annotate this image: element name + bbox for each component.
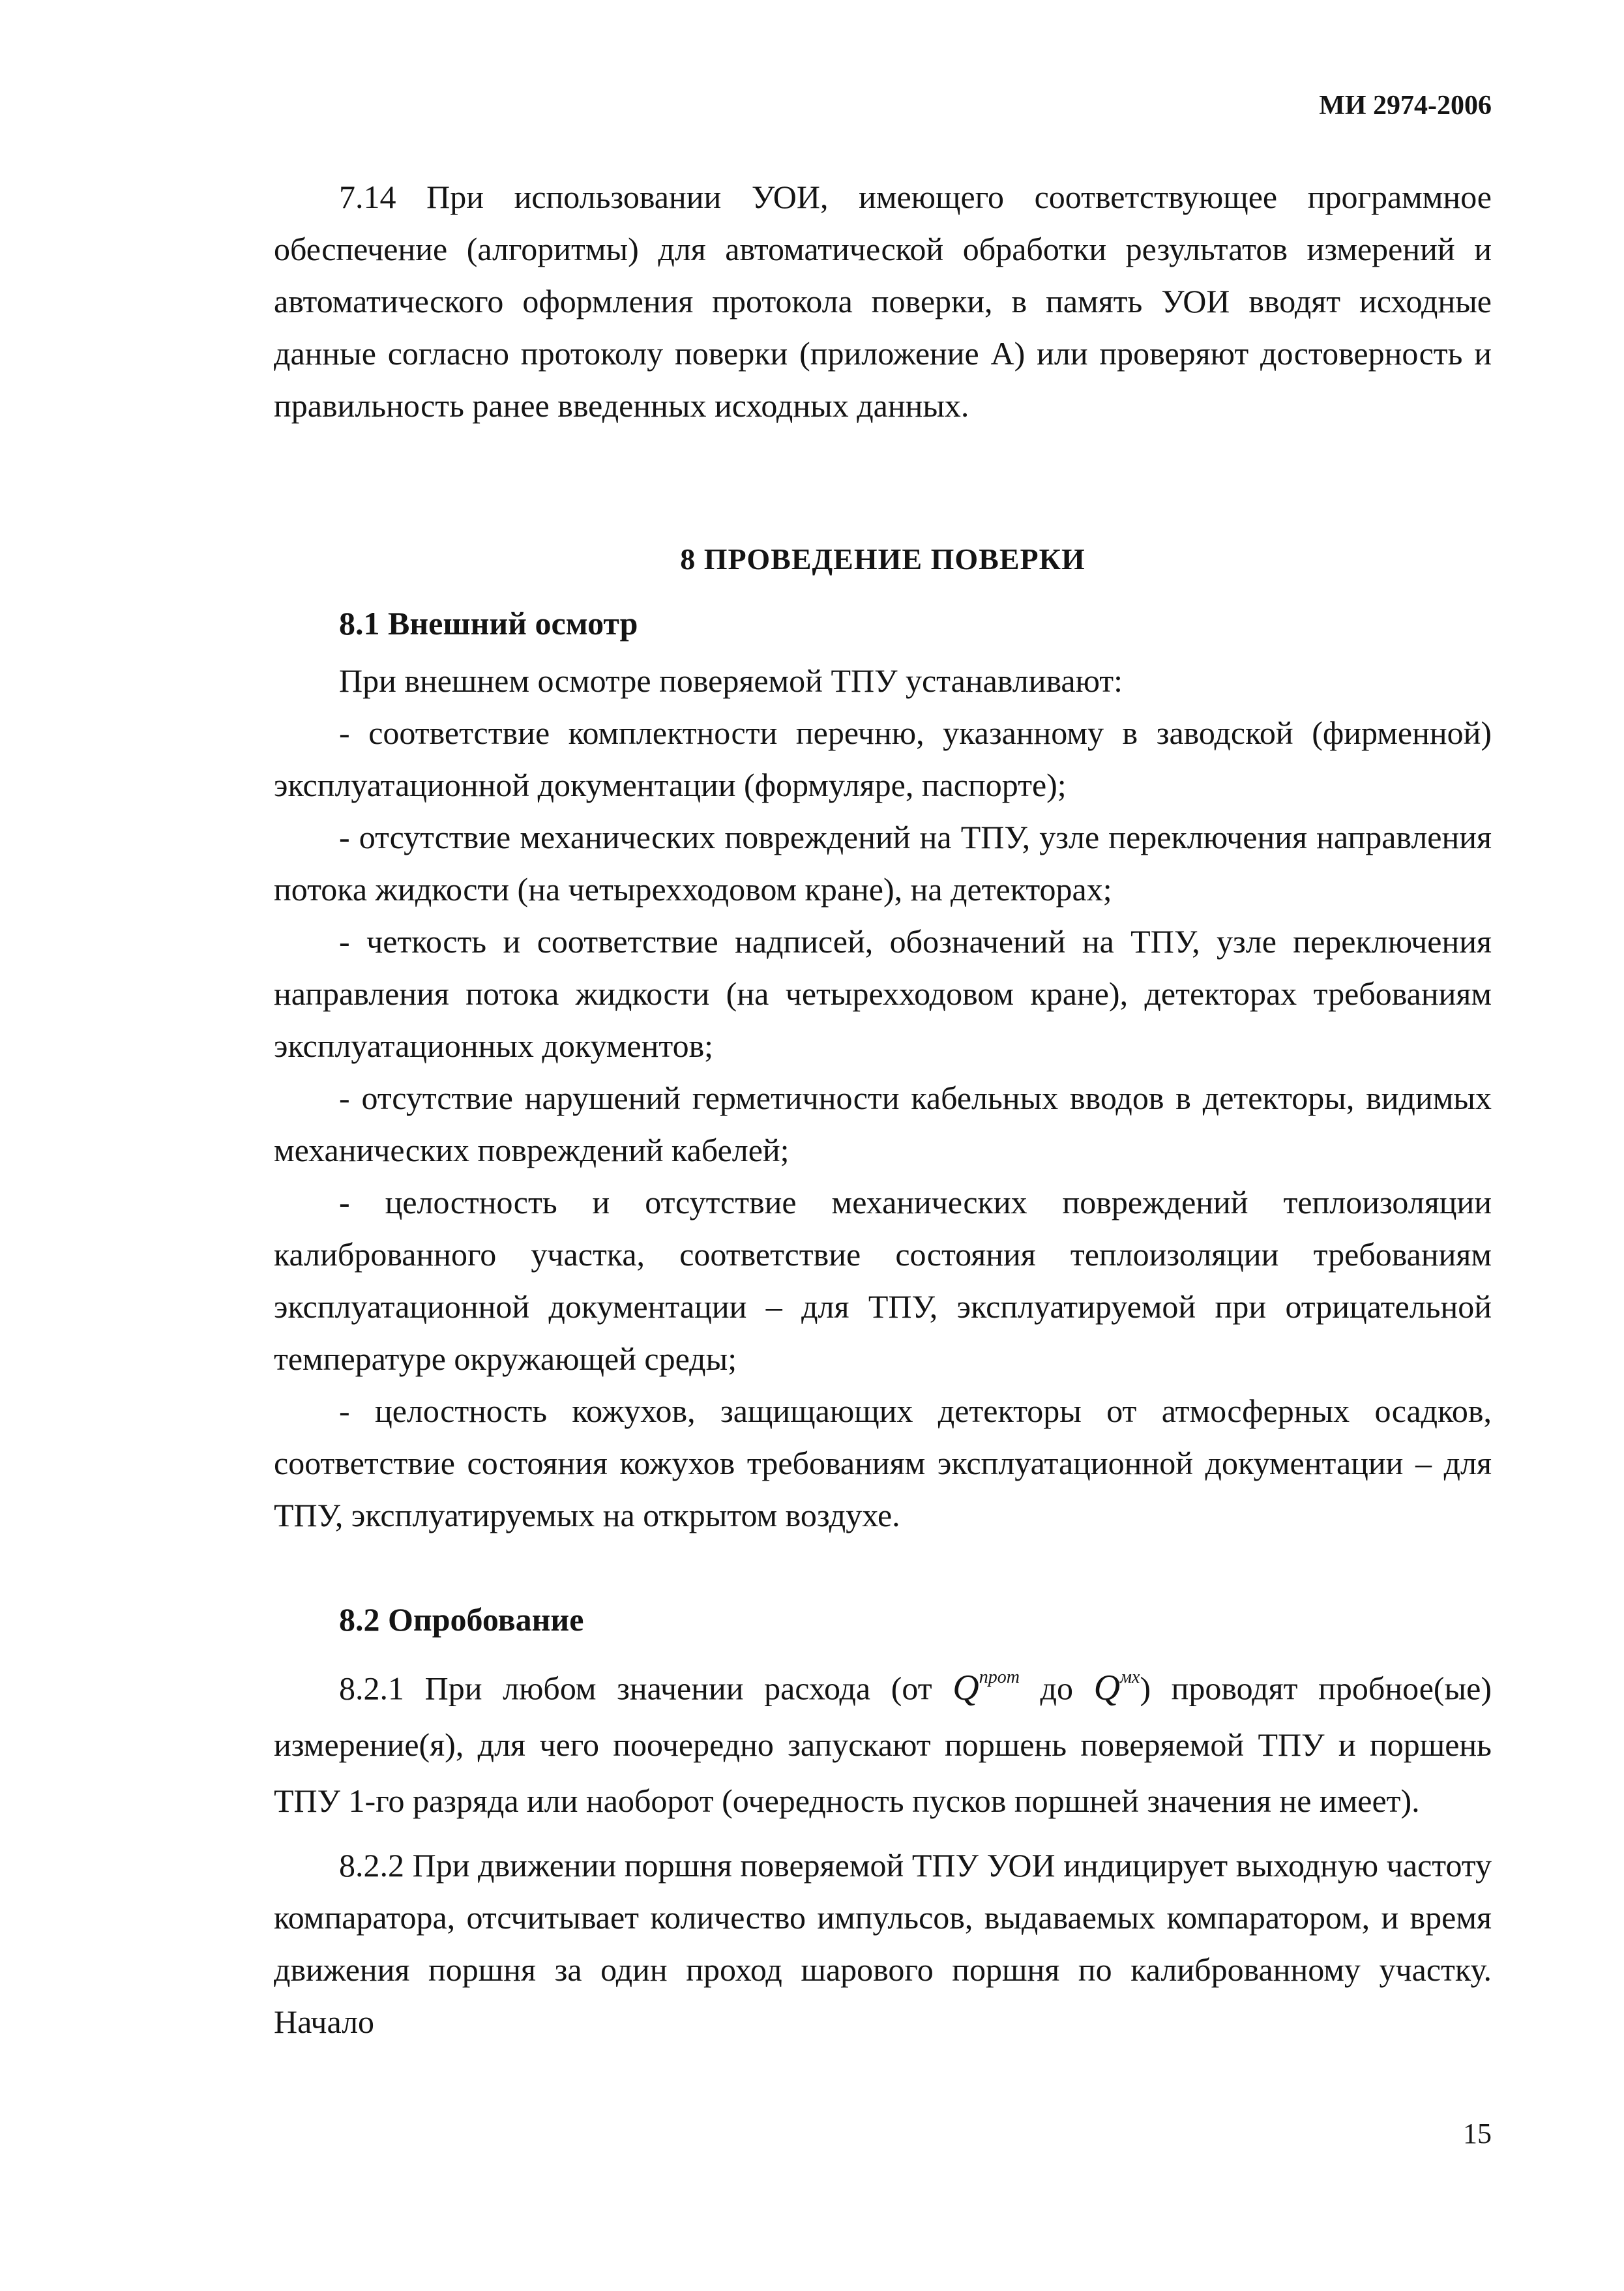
paragraph-8-2-2: 8.2.2 При движении поршня поверяемой ТПУ УОИ индицирует выходную частоту компаратора, отсчитывает количество импульсов, выдаваемых компаратором, и время движения поршня за один проход шарового поршня по калиброванному участку. Начало [274,1846,1492,2040]
flow-rate-min-symbol: $Q^{прот}$ [952,1667,1020,1708]
list-item: - отсутствие нарушений герметичности кабельных вводов в детекторы, видимых механических повреждений кабелей; [274,1080,1492,1168]
list-item: - отсутствие механических повреждений на ТПУ, узле переключения направления потока жидкости (на четырехходовом кране), на детекторах; [274,819,1492,908]
list-item: - целостность кожухов, защищающих детекторы от атмосферных осадков, соответствие состояния кожухов требованиям эксплуатационной документации – для ТПУ, эксплуатируемых на открытом воздухе. [274,1393,1492,1533]
section-title: 8 ПРОВЕДЕНИЕ ПОВЕРКИ [680,542,1085,576]
subsection-heading-8-2: 8.2 Опробование [339,1601,584,1638]
document-code: МИ 2974-2006 [1319,91,1492,121]
section-7-14 [274,171,1492,432]
section-8-1 [274,597,1492,1541]
flow-rate-min-superscript: прот [979,1667,1020,1687]
paragraph-8-2-1 [274,1653,1492,1829]
list-item: - соответствие комплектности перечню, указанному в заводской (фирменной) эксплуатационной документации (формуляре, паспорте); [274,715,1492,803]
paragraph-8-2-1-text-c: ) проводят пробное(ые) измерение(я), для чего поочередно запускают поршень поверяемой ТПУ и поршень ТПУ 1-го разряда или наоборот (очередность пусков поршней значения не имеет). [274,1670,1492,1819]
flow-rate-max-superscript: мх [1120,1667,1140,1687]
paragraph-8-2-1-text-b: до [1019,1670,1094,1707]
page-number: 15 [1463,2118,1492,2150]
flow-rate-max-symbol: $Q^{мх}$ [1093,1667,1140,1708]
section-8 [274,533,1492,585]
paragraph-8-1-intro: При внешнем осмотре поверяемой ТПУ устанавливают: [339,662,1123,699]
subsection-heading-8-1: 8.1 Внешний осмотр [339,605,638,642]
paragraph-7-14: 7.14 При использовании УОИ, имеющего соответствующее программное обеспечение (алгоритмы) для автоматической обработки результатов измерений и автоматического оформления протокола поверки, в память УОИ вводят исходные данные согласно протоколу поверки (приложение А) или проверяют достоверность и правильность ранее введенных исходных данных. [274,179,1492,424]
paragraph-8-2-1-text-a: 8.2.1 При любом значении расхода (от [339,1670,953,1707]
list-item: - целостность и отсутствие механических повреждений теплоизоляции калиброванного участка, соответствие состояния теплоизоляции требованиям эксплуатационной документации – для ТПУ, эксплуатируемой при отрицательной температуре окружающей среды; [274,1184,1492,1377]
section-8-2 [274,1593,1492,2048]
list-item: - четкость и соответствие надписей, обозначений на ТПУ, узле переключения направления потока жидкости (на четырехходовом кране), детекторах требованиям эксплуатационных документов; [274,923,1492,1064]
